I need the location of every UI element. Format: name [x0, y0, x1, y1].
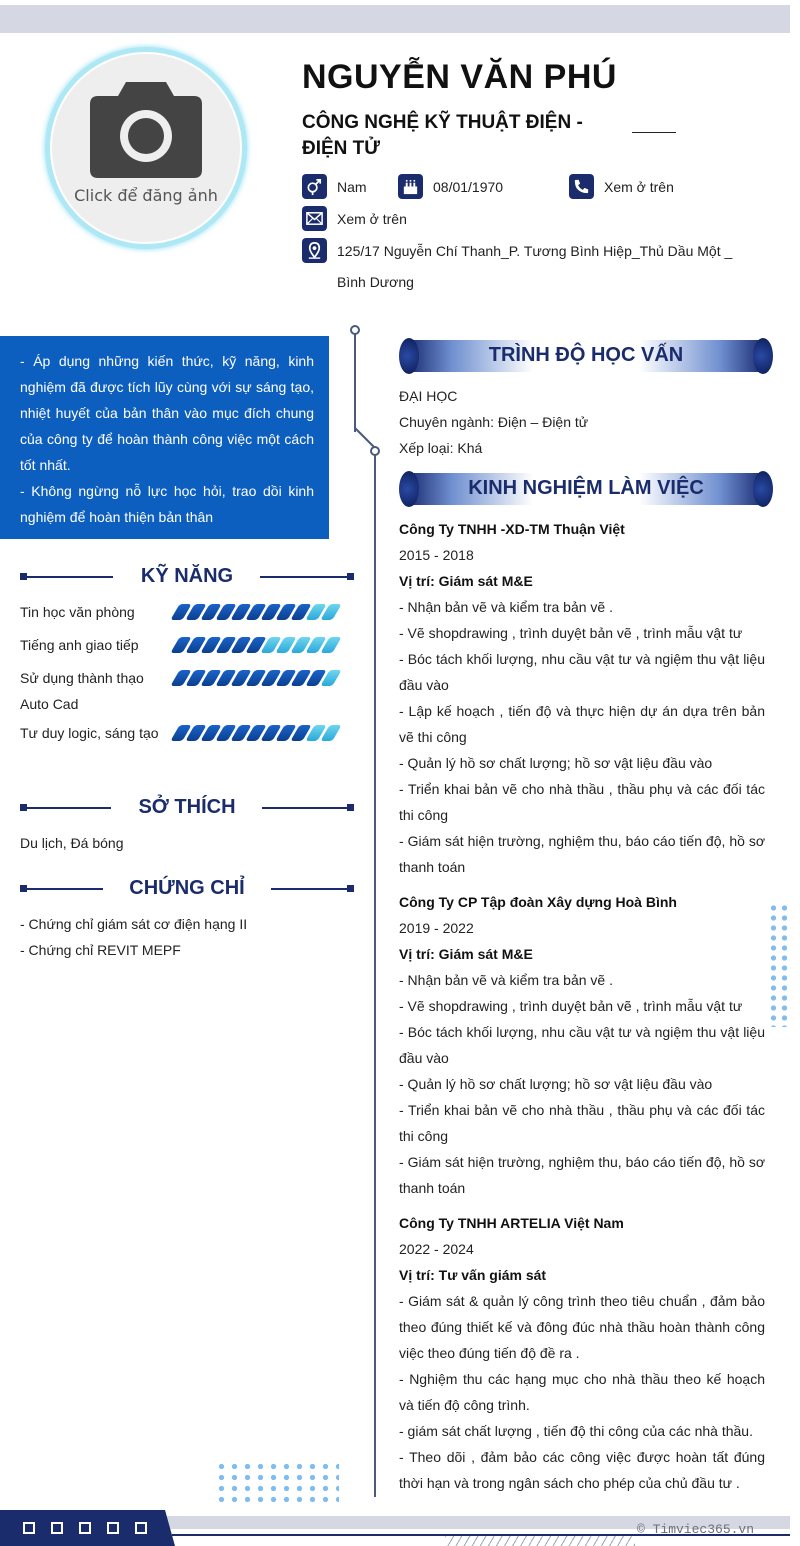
footer-square-icon — [51, 1522, 63, 1534]
avatar-upload-label[interactable]: Click để đăng ảnh — [74, 186, 218, 205]
birthday-row — [398, 174, 503, 199]
job-duty: - Bóc tách khối lượng, nhu cầu vật tư và ngiệm thu vật liệu đầu vào — [399, 651, 765, 693]
job-duty: - Vẽ shopdrawing , trình duyệt bản vẽ , trình mẫu vật tư — [399, 998, 743, 1014]
job-duty: - Theo dõi , đảm bảo các công việc được hoàn tất đúng thời hạn và trong ngân sách cho phép của chủ đầu tư . — [399, 1449, 765, 1491]
address-value-line-1: 125/17 Nguyễn Chí Thanh_P. Tương Bình Hiệp_Thủ Dầu Một _ — [337, 242, 733, 259]
hobbies-title: SỞ THÍCH — [138, 796, 236, 818]
education-grade: Xếp loại: Khá — [399, 440, 483, 456]
job-duty: - Nhận bản vẽ và kiểm tra bản vẽ . — [399, 972, 613, 988]
footer-square-icon — [23, 1522, 35, 1534]
job-duty: - giám sát chất lượng , tiến độ thi công của các nhà thầu. — [399, 1423, 753, 1439]
job-role: Vị trí: Giám sát M&E — [399, 946, 533, 962]
job-period: 2015 - 2018 — [399, 547, 474, 563]
position-divider — [632, 132, 676, 133]
footer-square-icon — [79, 1522, 91, 1534]
email-icon — [302, 206, 327, 231]
address-row — [302, 238, 732, 263]
job-period: 2019 - 2022 — [399, 920, 474, 936]
education-degree: ĐẠI HỌC — [399, 388, 458, 404]
decor-dots-bottom — [215, 1461, 339, 1505]
experience-title: KINH NGHIỆM LÀM VIỆC — [468, 477, 704, 499]
job-duty: - Vẽ shopdrawing , trình duyệt bản vẽ , trình mẫu vật tư — [399, 625, 743, 641]
objective-text-1: - Áp dụng những kiến thức, kỹ năng, kinh nghiệm đã được tích lũy cùng với sự sáng tạo, nhiệt huyết của bản thân vào mục đích chung của công ty để hoàn thành công việc một cách tốt nhất. — [20, 353, 314, 473]
position-line-1: CÔNG NGHỆ KỸ THUẬT ĐIỆN - — [302, 112, 583, 133]
job-duty: - Giám sát hiện trường, nghiệm thu, báo cáo tiến độ, hồ sơ thanh toán — [399, 1154, 765, 1196]
timeline-dot-joint — [370, 446, 380, 456]
job-company: Công Ty CP Tập đoàn Xây dựng Hoà Bình — [399, 894, 677, 910]
skill-level-bar — [175, 725, 345, 741]
phone-row — [569, 174, 674, 199]
email-value: Xem ở trên — [337, 210, 407, 227]
birthday-value: 08/01/1970 — [433, 178, 504, 195]
job-2 — [399, 889, 765, 1201]
job-duty: - Quản lý hồ sơ chất lượng; hồ sơ vật liệu đầu vào — [399, 1076, 713, 1092]
footer-square-icon — [107, 1522, 119, 1534]
certificates-title: CHỨNG CHỈ — [129, 877, 245, 899]
job-duty: - Giám sát & quản lý công trình theo tiêu chuẩn , đảm bảo theo đúng thiết kế và đông đúc nhà thầu hoàn thành công việc theo đúng tiến độ đề ra . — [399, 1293, 765, 1361]
timeline-line-main — [374, 452, 376, 1497]
job-company: Công Ty TNHH ARTELIA Việt Nam — [399, 1215, 624, 1231]
phone-icon — [569, 174, 594, 199]
career-objective — [0, 336, 329, 539]
right-margin — [790, 0, 800, 1546]
certificates-section-title — [20, 877, 354, 901]
certificate-item: - Chứng chỉ giám sát cơ điện hạng II — [20, 916, 248, 932]
certificate-item: - Chứng chỉ REVIT MEPF — [20, 942, 181, 958]
camera-icon[interactable] — [90, 82, 202, 178]
address-value-line-2: Bình Dương — [337, 274, 414, 290]
job-company: Công Ty TNHH -XD-TM Thuận Việt — [399, 521, 625, 537]
timeline-line-top — [354, 334, 356, 432]
job-period: 2022 - 2024 — [399, 1241, 474, 1257]
position-line-2: ĐIỆN TỬ — [302, 138, 381, 159]
skill-name: Tin học văn phòng — [20, 604, 135, 620]
job-duty: - Lập kế hoạch , tiến độ và thực hiện dự án dựa trên bản vẽ thi công — [399, 703, 765, 745]
watermark: © Timviec365.vn — [637, 1522, 755, 1537]
timeline-dot-top — [350, 325, 360, 335]
skills-title: KỸ NĂNG — [140, 565, 234, 587]
email-row — [302, 206, 407, 231]
skill-level-bar — [175, 670, 345, 686]
education-banner — [399, 338, 773, 374]
skills-section-title — [20, 565, 354, 589]
education-title: TRÌNH ĐỘ HỌC VẤN — [488, 344, 684, 366]
location-pin-icon — [302, 238, 327, 263]
gender-value: Nam — [337, 178, 367, 195]
education-major: Chuyên ngành: Điện – Điện tử — [399, 414, 589, 430]
job-duty: - Nhận bản vẽ và kiểm tra bản vẽ . — [399, 599, 613, 615]
phone-value: Xem ở trên — [604, 178, 674, 195]
job-3 — [399, 1210, 765, 1496]
job-role: Vị trí: Giám sát M&E — [399, 573, 533, 589]
top-decor-strip — [0, 5, 790, 33]
candidate-position — [302, 110, 602, 162]
job-duty: - Quản lý hồ sơ chất lượng; hồ sơ vật liệu đầu vào — [399, 755, 713, 771]
job-duty: - Bóc tách khối lượng, nhu cầu vật tư và ngiệm thu vật liệu đầu vào — [399, 1024, 765, 1066]
footer-square-icon — [135, 1522, 147, 1534]
candidate-name: NGUYỄN VĂN PHÚ — [302, 58, 617, 96]
hobbies-section-title — [20, 796, 354, 820]
experience-banner — [399, 471, 773, 507]
job-duty: - Triển khai bản vẽ cho nhà thầu , thầu phụ và các đối tác thi công — [399, 781, 765, 823]
job-role: Vị trí: Tư vấn giám sát — [399, 1267, 547, 1283]
job-1 — [399, 516, 765, 880]
objective-text-2: - Không ngừng nỗ lực học hỏi, trao dồi kinh nghiệm để hoàn thiện bản thân — [20, 483, 314, 525]
footer-hatch — [445, 1536, 635, 1546]
job-duty: - Triển khai bản vẽ cho nhà thầu , thầu phụ và các đối tác thi công — [399, 1102, 765, 1144]
skill-level-bar — [175, 637, 345, 653]
decor-dots-right — [768, 903, 790, 1027]
job-duty: - Nghiệm thu các hạng mục cho nhà thầu theo kế hoạch và tiến độ công trình. — [399, 1371, 765, 1413]
gender-icon — [302, 174, 327, 199]
skill-name: Tư duy logic, sáng tạo — [20, 725, 159, 741]
skill-name: Sử dụng thành thạo Auto Cad — [20, 670, 144, 712]
skill-level-bar — [175, 604, 345, 620]
skill-name: Tiếng anh giao tiếp — [20, 637, 139, 653]
job-duty: - Giám sát hiện trường, nghiệm thu, báo cáo tiến độ, hồ sơ thanh toán — [399, 833, 765, 875]
hobbies-text: Du lịch, Đá bóng — [20, 835, 124, 851]
birthday-cake-icon — [398, 174, 423, 199]
gender-row — [302, 174, 367, 199]
